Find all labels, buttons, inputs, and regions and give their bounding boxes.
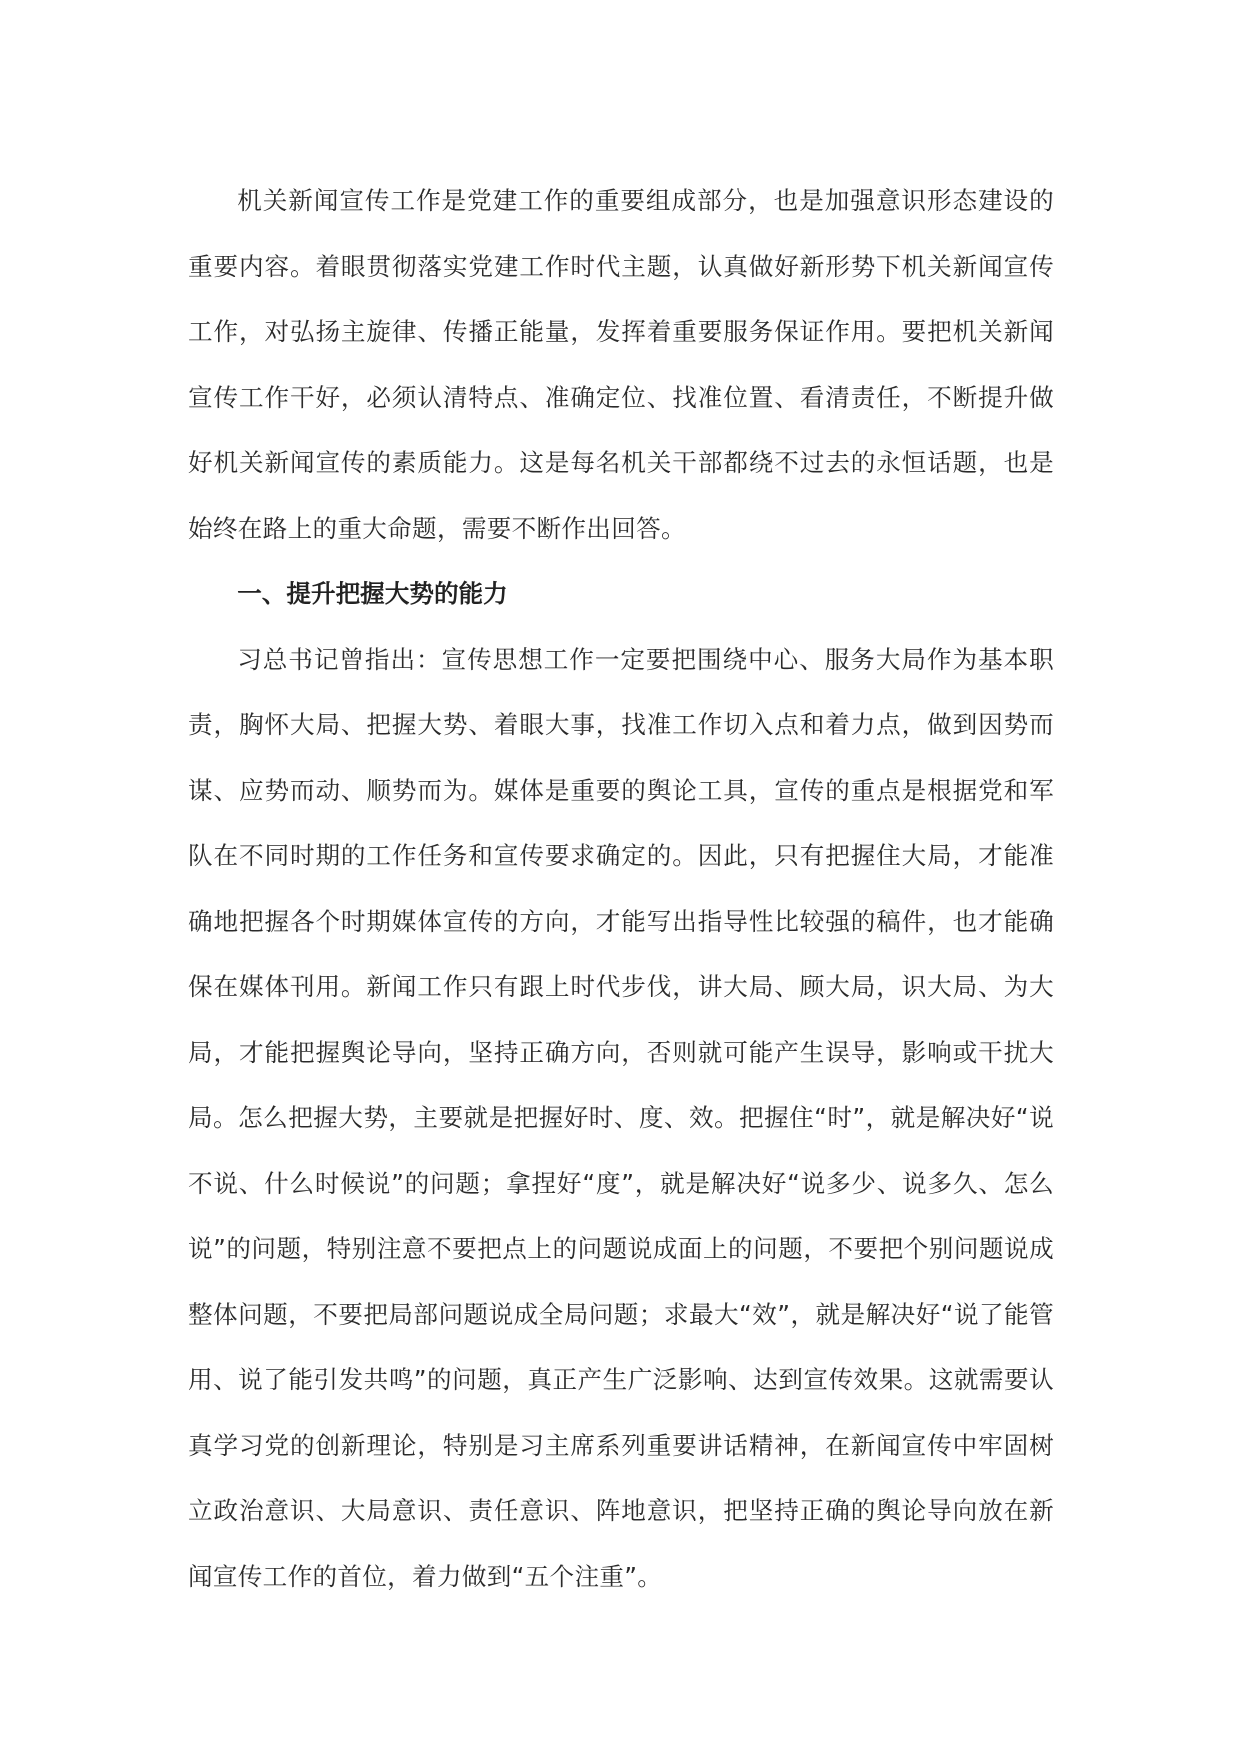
section-heading: 一、提升把握大势的能力	[237, 579, 508, 608]
intro-paragraph: 机关新闻宣传工作是党建工作的重要组成部分，也是加强意识形态建设的重要内容。着眼贯彻落实党建工作时代主题，认真做好新形势下机关新闻宣传工作，对弘扬主旋律、传播正能量，发挥着重要服务保证作用。要把机关新闻宣传工作干好，必须认清特点、准确定位、找准位置、看清责任，不断提升做好机关新闻宣传的素质能力。这是每名机关干部都绕不过去的永恒话题，也是始终在路上的重大命题，需要不断作出回答。	[188, 186, 1054, 543]
document-body	[188, 168, 1054, 1609]
section-paragraph: 习总书记曾指出：宣传思想工作一定要把围绕中心、服务大局作为基本职责，胸怀大局、把握大势、着眼大事，找准工作切入点和着力点，做到因势而谋、应势而动、顺势而为。媒体是重要的舆论工具，宣传的重点是根据党和军队在不同时期的工作任务和宣传要求确定的。因此，只有把握住大局，才能准确地把握各个时期媒体宣传的方向，才能写出指导性比较强的稿件，也才能确保在媒体刊用。新闻工作只有跟上时代步伐，讲大局、顾大局，识大局、为大局，才能把握舆论导向，坚持正确方向，否则就可能产生误导，影响或干扰大局。怎么把握大势，主要就是把握好时、度、效。把握住“时”，就是解决好“说不说、什么时候说”的问题；拿捏好“度”，就是解决好“说多少、说多久、怎么说”的问题，特别注意不要把点上的问题说成面上的问题，不要把个别问题说成整体问题，不要把局部问题说成全局问题；求最大“效”，就是解决好“说了能管用、说了能引发共鸣”的问题，真正产生广泛影响、达到宣传效果。这就需要认真学习党的创新理论，特别是习主席系列重要讲话精神，在新闻宣传中牢固树立政治意识、大局意识、责任意识、阵地意识，把坚持正确的舆论导向放在新闻宣传工作的首位，着力做到“五个注重”。	[188, 644, 1054, 1591]
